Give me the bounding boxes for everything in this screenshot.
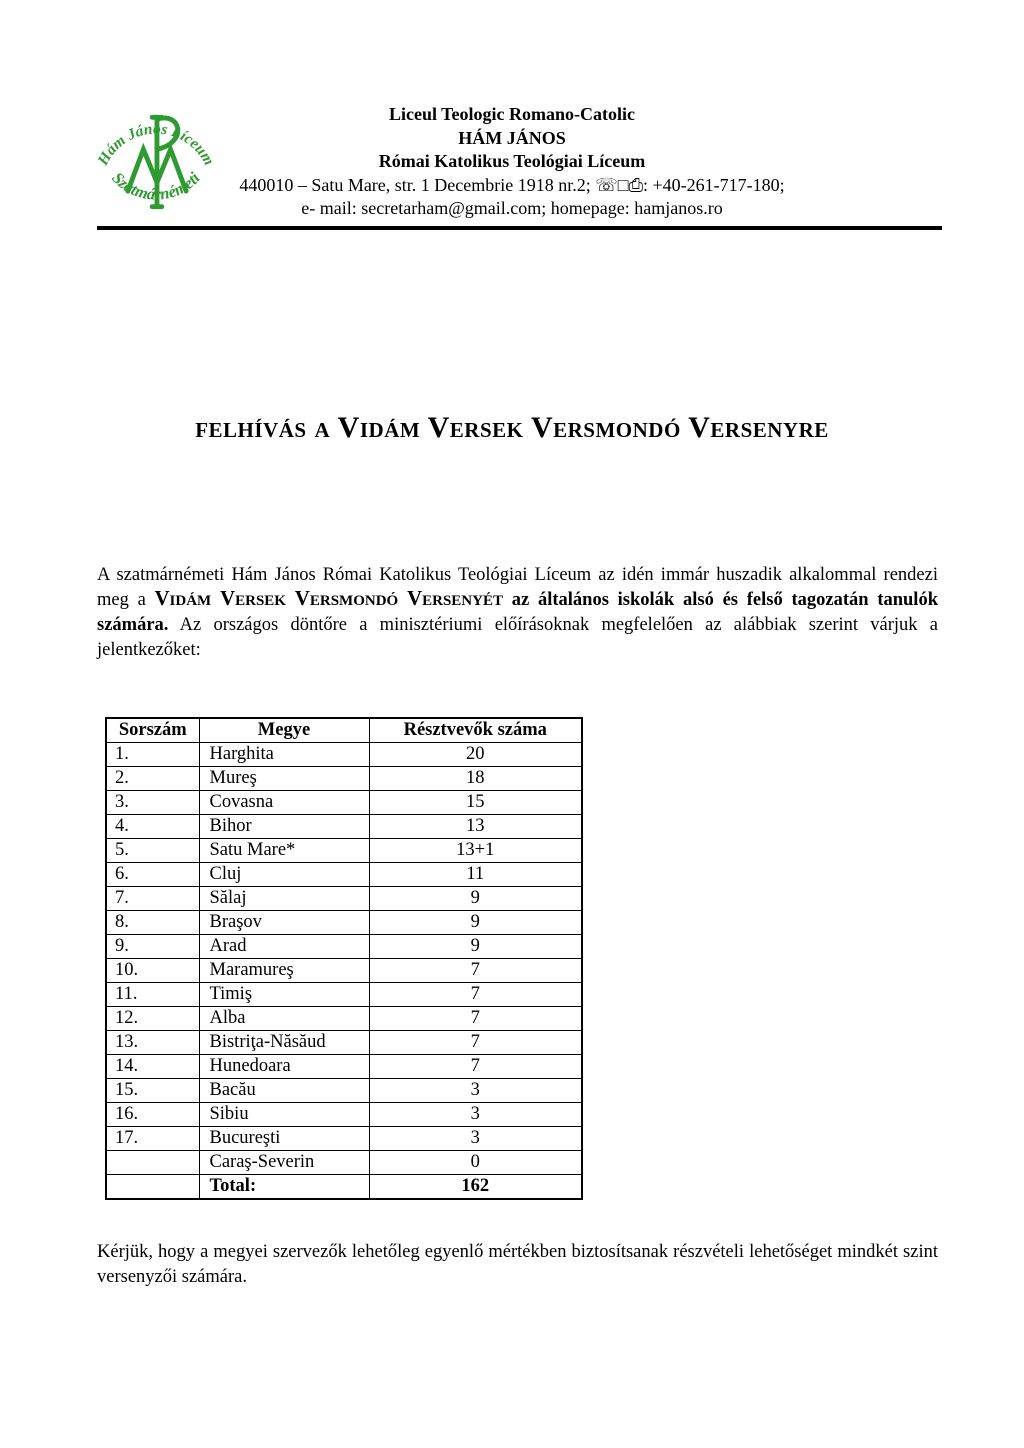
table-row [106, 983, 582, 1007]
table-row [106, 815, 582, 839]
cell-county: Bihor [199, 815, 369, 839]
table-row [106, 1031, 582, 1055]
cell-county: Mureş [199, 767, 369, 791]
cell-num: 6. [106, 863, 199, 887]
cell-num: 17. [106, 1127, 199, 1151]
table-header-row [106, 718, 582, 743]
cell-num: 7. [106, 887, 199, 911]
cell-county: Sălaj [199, 887, 369, 911]
cell-count: 7 [369, 1031, 582, 1055]
table-row [106, 791, 582, 815]
cell-county: Caraş-Severin [199, 1151, 369, 1175]
cell-county: Sibiu [199, 1103, 369, 1127]
cell-count: 15 [369, 791, 582, 815]
header-resztvevok: Résztvevők száma [369, 718, 582, 743]
header-sorszam: Sorszám [106, 718, 199, 743]
table-row [106, 1127, 582, 1151]
letterhead-divider [97, 226, 942, 230]
cell-num: 8. [106, 911, 199, 935]
cell-county: Covasna [199, 791, 369, 815]
paragraph1-competition-name: Vidám Versek Versmondó Versenyét [154, 588, 503, 610]
table-row [106, 1079, 582, 1103]
school-name-hu: Római Katolikus Teológiai Líceum [378, 151, 646, 171]
school-name-ro: Liceul Teologic Romano-Catolic [389, 104, 635, 124]
table-row [106, 1103, 582, 1127]
paragraph1-part1: A szatmárnémeti Hám János Római Katolikus Teológiai Líceum az idén immár huszadik alkalommal rendezi meg a [97, 565, 938, 610]
cell-count: 11 [369, 863, 582, 887]
table-row [106, 743, 582, 767]
table-row [106, 839, 582, 863]
cell-num: 1. [106, 743, 199, 767]
cell-count: 3 [369, 1103, 582, 1127]
cell-county: Maramureş [199, 959, 369, 983]
cell-count: 7 [369, 959, 582, 983]
cell-county: Satu Mare* [199, 839, 369, 863]
cell-count: 7 [369, 983, 582, 1007]
cell-num: 5. [106, 839, 199, 863]
table-row [106, 767, 582, 791]
table-row [106, 887, 582, 911]
table-row [106, 911, 582, 935]
logo-arc-bottom-text: Szatmárnémeti [108, 168, 204, 204]
cell-county: Total: [199, 1175, 369, 1200]
cell-county: Alba [199, 1007, 369, 1031]
cell-count: 7 [369, 1007, 582, 1031]
cell-num: 4. [106, 815, 199, 839]
cell-count: 7 [369, 1055, 582, 1079]
cell-count: 9 [369, 911, 582, 935]
cell-num: 9. [106, 935, 199, 959]
school-email-homepage: e- mail: secretarham@gmail.com; homepage: hamjanos.ro [301, 198, 723, 218]
participants-table [105, 717, 583, 1200]
cell-count: 3 [369, 1079, 582, 1103]
table-row [106, 863, 582, 887]
cell-num: 15. [106, 1079, 199, 1103]
school-address-phone: 440010 – Satu Mare, str. 1 Decembrie 1918 nr.2; ☏□⎙: +40-261-717-180; [239, 174, 785, 195]
cell-count: 20 [369, 743, 582, 767]
table-row [106, 1007, 582, 1031]
cell-num [106, 1175, 199, 1200]
logo-arc-top-text: Hám János Líceum [94, 120, 218, 169]
cell-county: Harghita [199, 743, 369, 767]
closing-paragraph: Kérjük, hogy a megyei szervezők lehetőleg egyenlő mértékben biztosítsanak részvételi lehetőséget mindkét szint versenyzői számára. [97, 1242, 938, 1287]
cell-count: 13 [369, 815, 582, 839]
cell-num [106, 1151, 199, 1175]
table-row [106, 1175, 582, 1200]
paragraph2: Az országos döntőre a minisztériumi előírásoknak megfelelően az alábbiak szerint várjuk a jelentkezőket: [97, 615, 938, 660]
cell-num: 16. [106, 1103, 199, 1127]
cell-count: 162 [369, 1175, 582, 1200]
cell-county: Braşov [199, 911, 369, 935]
document-title: felhívás a Vidám Versek Versmondó Versenyre [195, 411, 829, 444]
cell-county: Bacău [199, 1079, 369, 1103]
cell-num: 3. [106, 791, 199, 815]
cell-county: Bistriţa-Năsăud [199, 1031, 369, 1055]
cell-county: Hunedoara [199, 1055, 369, 1079]
cell-count: 9 [369, 935, 582, 959]
cell-num: 12. [106, 1007, 199, 1031]
cell-count: 13+1 [369, 839, 582, 863]
table-body [106, 743, 582, 1200]
cell-count: 0 [369, 1151, 582, 1175]
body-text [97, 563, 938, 663]
cell-num: 2. [106, 767, 199, 791]
cell-num: 13. [106, 1031, 199, 1055]
school-name-patron: HÁM JÁNOS [458, 127, 566, 148]
cell-count: 18 [369, 767, 582, 791]
cell-num: 11. [106, 983, 199, 1007]
cell-count: 3 [369, 1127, 582, 1151]
cell-county: Arad [199, 935, 369, 959]
cell-county: Cluj [199, 863, 369, 887]
paragraph1-part3: az általános iskolák alsó és felső tagozatán tanulók számára. [97, 590, 938, 635]
table-row [106, 1055, 582, 1079]
cell-count: 9 [369, 887, 582, 911]
cell-county: Bucureşti [199, 1127, 369, 1151]
table-row [106, 935, 582, 959]
header-megye: Megye [199, 718, 369, 743]
cell-num: 14. [106, 1055, 199, 1079]
table-row [106, 959, 582, 983]
cell-num: 10. [106, 959, 199, 983]
cell-county: Timiş [199, 983, 369, 1007]
table-row [106, 1151, 582, 1175]
letterhead [0, 103, 1024, 221]
